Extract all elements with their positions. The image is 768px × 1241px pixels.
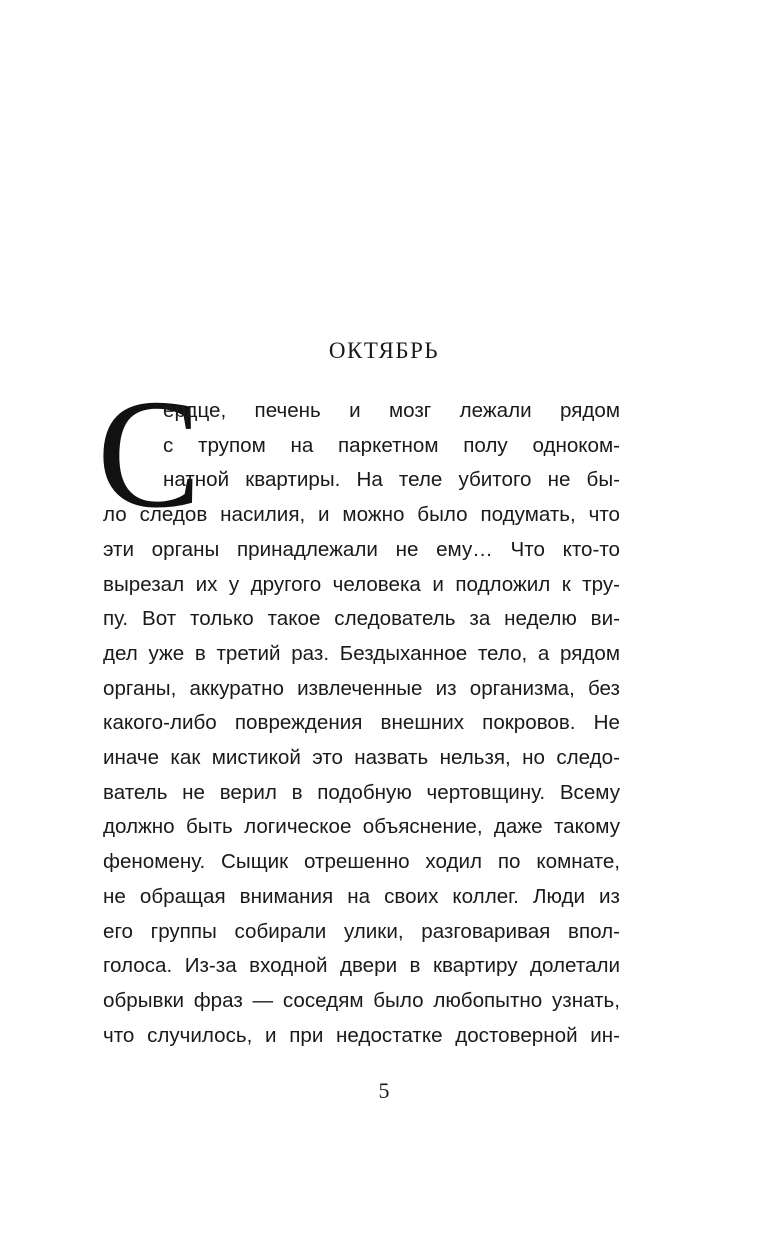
- text-line: дел уже в третий раз. Бездыханное тело, а рядом: [103, 641, 620, 665]
- text-line: натной квартиры. На теле убитого не бы-: [163, 468, 620, 492]
- text-line: не обращая внимания на своих коллег. Люди из: [103, 884, 620, 908]
- page-number: 5: [378, 1078, 390, 1103]
- text-line: должно быть логическое объяснение, даже такому: [103, 815, 620, 839]
- text-line: феномену. Сыщик отрешенно ходил по комнате,: [103, 850, 620, 874]
- text-line: его группы собирали улики, разговаривая впол-: [103, 919, 620, 943]
- drop-cap-letter: С: [97, 367, 202, 540]
- text-line: ердце, печень и мозг лежали рядом: [163, 399, 620, 422]
- text-line: какого-либо повреждения внешних покровов. Не: [103, 711, 620, 735]
- text-line: пу. Вот только такое следователь за неделю ви-: [103, 607, 620, 631]
- chapter-title: ОКТЯБРЬ: [328, 338, 440, 363]
- text-line: вырезал их у другого человека и подложил к тру-: [103, 572, 620, 596]
- text-line: органы, аккуратно извлеченные из организма, без: [103, 676, 620, 700]
- text-line: что случилось, и при недостатке достоверной ин-: [103, 1023, 620, 1047]
- text-line: голоса. Из-за входной двери в квартиру долетали: [103, 954, 620, 978]
- text-line: эти органы принадлежали не ему… Что кто-то: [103, 537, 620, 561]
- text-line: ло следов насилия, и можно было подумать, что: [103, 503, 620, 527]
- text-line: ватель не верил в подобную чертовщину. Всему: [103, 780, 620, 804]
- text-line: иначе как мистикой это назвать нельзя, но следо-: [103, 746, 620, 769]
- text-line: обрывки фраз — соседям было любопытно узнать,: [103, 988, 620, 1012]
- text-line: с трупом на паркетном полу одноком-: [163, 433, 620, 457]
